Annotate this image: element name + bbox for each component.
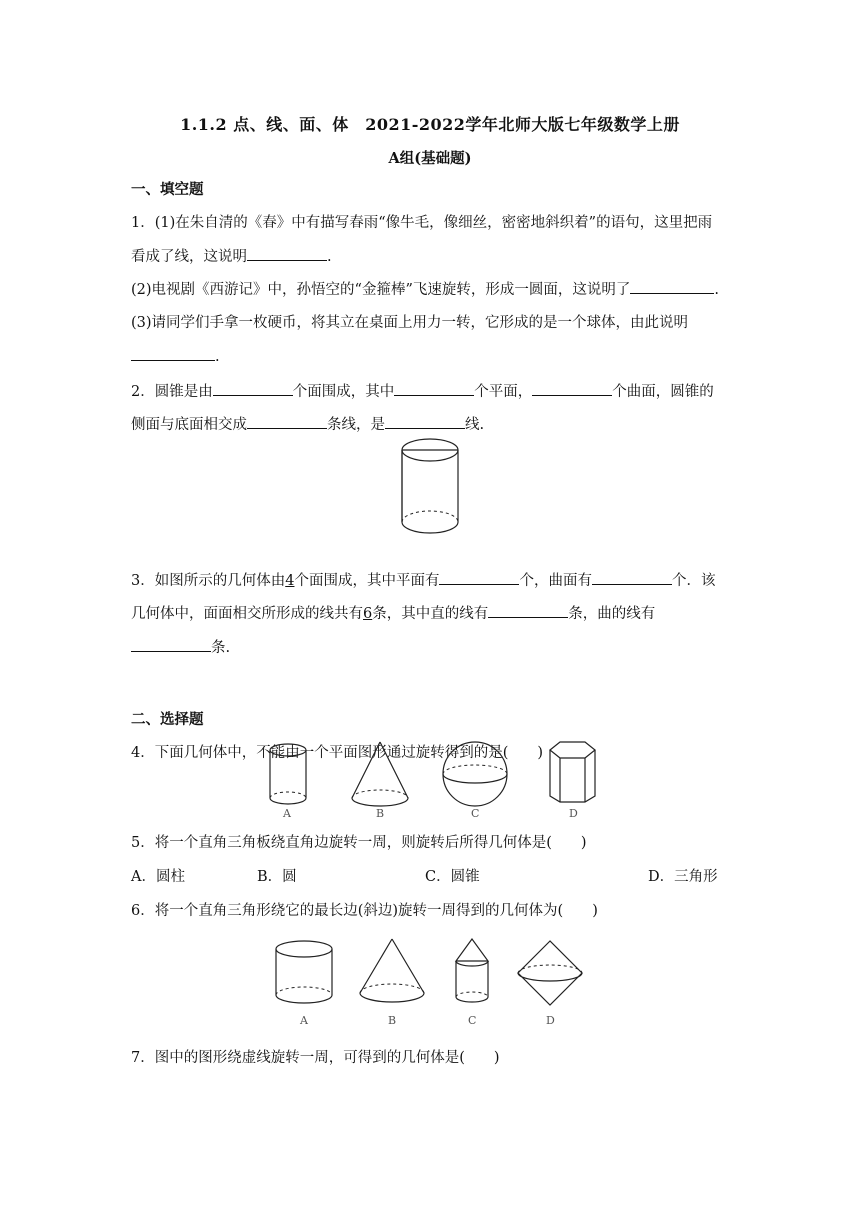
q2-blank-5[interactable] [385, 414, 465, 429]
group-heading: A组(基础题) [388, 150, 472, 167]
q4-cylinder-shape [270, 744, 306, 804]
q2-blank-3[interactable] [532, 381, 612, 396]
q5-option-b[interactable]: B．圆 [257, 869, 297, 885]
q1-blank-2[interactable] [630, 279, 714, 294]
q2-blank-4[interactable] [247, 414, 327, 429]
q1-blank-3[interactable] [131, 346, 215, 361]
q5-option-c[interactable]: C．圆锥 [425, 869, 480, 885]
q5-option-a[interactable]: A．圆柱 [131, 869, 185, 885]
q3-blank-2[interactable] [592, 570, 672, 585]
q3-line-3: 条. [131, 637, 230, 658]
q4-cone-shape [352, 742, 408, 806]
q1-line-4: (3)请同学们手拿一枚硬币，将其立在桌面上用力一转，它形成的是一个球体，由此说明 [131, 315, 689, 331]
q3-blank-4[interactable] [131, 637, 211, 652]
q6-cylinder-shape [276, 941, 332, 1003]
q6-options-figure [272, 935, 612, 1025]
q4-label-a: A [283, 807, 291, 820]
q4-text: 4．下面几何体中，不能由一个平面图形通过旋转得到的是( ) [131, 745, 544, 761]
q3-line-2: 几何体中，面面相交所形成的线共有6条，其中直的线有 条，曲的线有 [131, 603, 655, 624]
q4-label-c: C [471, 807, 480, 820]
q6-double-cone-shape [518, 941, 582, 1005]
q6-label-a: A [300, 1014, 308, 1027]
page-title: 1.1.2 点、线、面、体 2021-2022学年北师大版七年级数学上册 [180, 115, 680, 134]
q4-prism-shape [550, 742, 595, 802]
q4-sphere-shape [443, 742, 507, 806]
q5-text: 5．将一个直角三角板绕直角边旋转一周，则旋转后所得几何体是( ) [131, 835, 587, 851]
q4-label-d: D [569, 807, 578, 820]
q2-blank-1[interactable] [213, 381, 293, 396]
q4-options-figure [260, 738, 620, 828]
q2-blank-2[interactable] [394, 381, 474, 396]
section-fill-blank-heading: 一、填空题 [131, 181, 204, 198]
section-multiple-choice-heading: 二、选择题 [131, 711, 204, 728]
q1-line-2: 看成了线，这说明 . [131, 246, 332, 267]
q2-line-1: 2．圆锥是由 个面围成，其中 个平面， 个曲面，圆锥的 [131, 381, 714, 402]
q6-label-c: C [468, 1014, 477, 1027]
q6-cone-shape [360, 939, 424, 1002]
q6-label-b: B [388, 1014, 397, 1027]
q6-cone-cylinder-shape [456, 939, 488, 1002]
q1-blank-1[interactable] [247, 246, 327, 261]
half-cylinder-figure [398, 436, 468, 536]
q1-line-3: (2)电视剧《西游记》中，孙悟空的“金箍棒”飞速旋转，形成一圆面，这说明了 . [131, 279, 719, 300]
q1-line-1: 1．(1)在朱自清的《春》中有描写春雨“像牛毛，像细丝，密密地斜织着”的语句，这里把雨 [131, 215, 713, 231]
q7-text: 7．图中的图形绕虚线旋转一周，可得到的几何体是( ) [131, 1050, 500, 1066]
q1-line-5: . [131, 346, 220, 367]
q3-line-1: 3．如图所示的几何体由4个面围成，其中平面有 个，曲面有 个．该 [131, 570, 715, 591]
q6-text: 6．将一个直角三角形绕它的最长边(斜边)旋转一周得到的几何体为( ) [131, 903, 598, 919]
q2-line-2: 侧面与底面相交成 条线，是 线. [131, 414, 484, 435]
q3-blank-1[interactable] [439, 570, 519, 585]
q3-blank-3[interactable] [488, 603, 568, 618]
q5-option-d[interactable]: D．三角形 [648, 869, 718, 885]
q6-label-d: D [546, 1014, 555, 1027]
q4-label-b: B [376, 807, 385, 820]
